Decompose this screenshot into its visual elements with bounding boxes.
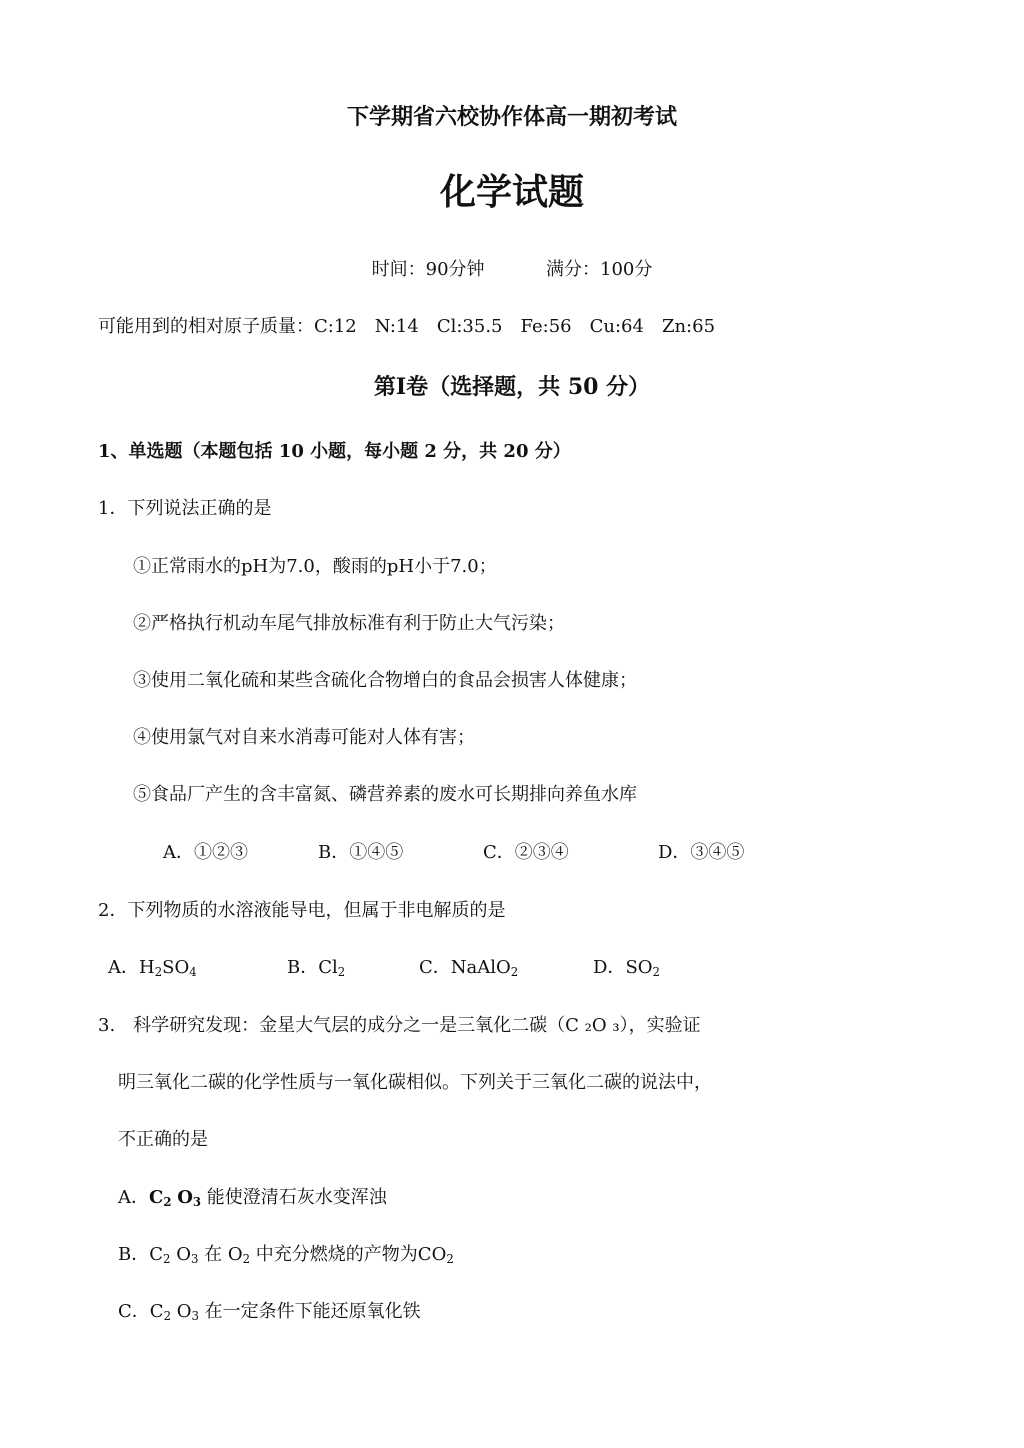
q3-stem-line: 明三氧化二碳的化学性质与一氧化碳相似。下列关于三氧化二碳的说法中， xyxy=(118,1072,712,1093)
q2-option-b: B．$Cl_2$ xyxy=(287,957,346,979)
section-title: 第Ⅰ卷（选择题，共 50 分） xyxy=(373,374,651,400)
q3-stem-line: 3. 科学研究发现：金星大气层的成分之一是三氧化二碳（C ₂O ₃），实验证 xyxy=(98,1015,701,1036)
q1-item: ①正常雨水的pH为7.0，酸雨的pH小于7.0； xyxy=(133,556,497,577)
exam-title: 下学期省六校协作体高一期初考试 xyxy=(346,104,677,130)
part-heading: 1、单选题（本题包括 10 小题，每小题 2 分，共 20 分） xyxy=(98,441,571,462)
q3-option-a: A．$C_2$ $O_3$ 能使澄清石灰水变浑浊 xyxy=(118,1187,387,1209)
q1-item: ③使用二氧化硫和某些含硫化合物增白的食品会损害人体健康； xyxy=(133,670,637,691)
q2-stem: 2．下列物质的水溶液能导电，但属于非电解质的是 xyxy=(98,900,506,921)
atomic-mass-line: 可能用到的相对原子质量：C:12 N:14 Cl:35.5 Fe:56 Cu:64 Zn:65 xyxy=(98,316,716,337)
q1-stem: 1．下列说法正确的是 xyxy=(98,498,272,519)
q1-option-d: D．③④⑤ xyxy=(658,842,745,863)
q2-option-a: A．$H_2SO_4$ xyxy=(108,957,197,979)
q2-option-d: D．$SO_2$ xyxy=(593,957,660,979)
time-label: 时间：90分钟 xyxy=(371,259,485,280)
exam-meta xyxy=(0,255,1024,281)
q1-item: ②严格执行机动车尾气排放标准有利于防止大气污染； xyxy=(133,613,565,634)
q1-item: ④使用氯气对自来水消毒可能对人体有害； xyxy=(133,727,475,748)
q3-stem-line: 不正确的是 xyxy=(118,1129,208,1150)
q3-option-b: B．$C_2$ $O_3$ 在 $O_2$ 中充分燃烧的产物为$CO_2$ xyxy=(118,1244,454,1266)
score-label: 满分：100分 xyxy=(546,259,653,280)
q1-option-c: C．②③④ xyxy=(483,842,569,863)
q3-option-c: C．$C_2$ $O_3$ 在一定条件下能还原氧化铁 xyxy=(118,1301,421,1323)
q1-item: ⑤食品厂产生的含丰富氮、磷营养素的废水可长期排向养鱼水库 xyxy=(133,784,637,805)
subject-title: 化学试题 xyxy=(439,171,584,213)
q2-option-c: C．NaAlO$_2$ xyxy=(419,957,519,979)
q1-option-b: B．①④⑤ xyxy=(318,842,404,863)
q1-option-a: A．①②③ xyxy=(163,842,248,863)
